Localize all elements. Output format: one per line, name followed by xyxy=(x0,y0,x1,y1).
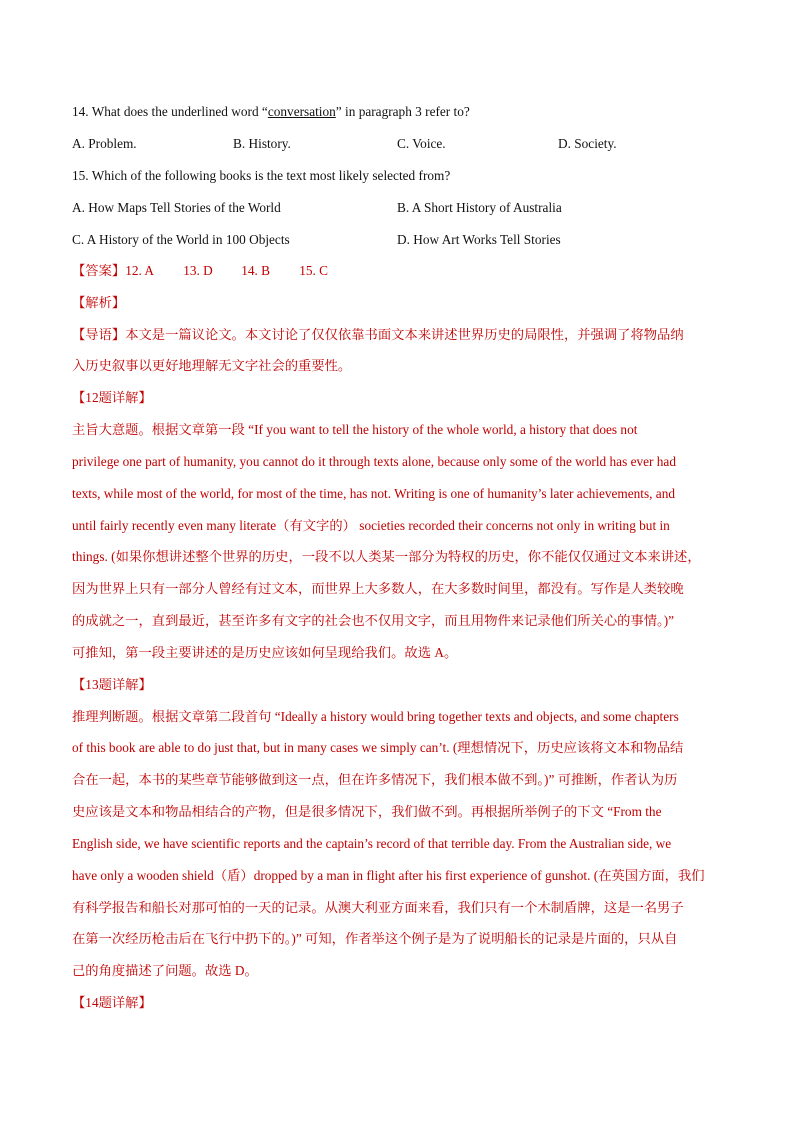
answer-item: 13. D xyxy=(183,263,213,278)
answer-item: 15. C xyxy=(299,263,329,278)
q12-detail-line: 可推知，第一段主要讲述的是历史应该如何呈现给我们。故选 A。 xyxy=(72,645,458,660)
guide-text: 本文是一篇议论文。本文讨论了仅仅依靠书面文本来讲述世界历史的局限性，并强调了将物品纳 xyxy=(125,327,684,342)
q13-detail-line: English side, we have scientific reports and the captain’s record of that terrible day. From the Australian side, we xyxy=(72,836,672,851)
q14-stem-after: ” in paragraph 3 refer to? xyxy=(335,104,470,119)
answer-line xyxy=(72,262,328,280)
q13-detail-line: 合在一起，本书的某些章节能够做到这一点，但在许多情况下，我们根本做不到。)” 可推断，作者认为历 xyxy=(72,772,678,787)
guide-label: 【导语】 xyxy=(72,327,126,342)
q13-detail-line: 史应该是文本和物品相结合的产物，但是很多情况下，我们做不到。再根据所举例子的下文 “From the xyxy=(72,804,662,819)
question-14-stem xyxy=(72,103,470,121)
q12-detail-line: things. (如果你想讲述整个世界的历史，一段不以人类某一部分为特权的历史，你不能仅仅通过文本来讲述， xyxy=(72,549,701,564)
q14-option-d: D. Society. xyxy=(558,136,617,151)
q13-detail-line: 推理判断题。根据文章第二段首句 “Ideally a history would bring together texts and objects, and some chapters xyxy=(72,709,679,724)
q12-detail-line: 因为世界上只有一部分人曾经有过文本，而世界上大多数人，在大多数时间里，都没有。写作是人类较晚 xyxy=(72,581,684,596)
answer-item: 12. A xyxy=(125,263,155,278)
question-15-stem: 15. Which of the following books is the text most likely selected from? xyxy=(72,168,451,183)
q13-detail-label: 【13题详解】 xyxy=(72,677,152,692)
q13-detail-line: have only a wooden shield（盾）dropped by a man in flight after his first experience of gunshot. (在英国方面，我们 xyxy=(72,868,705,883)
q12-detail-line: texts, while most of the world, for most of the time, has not. Writing is one of humanity’s later achievements, and xyxy=(72,486,676,501)
q14-detail-label: 【14题详解】 xyxy=(72,995,152,1010)
q12-detail-line: 主旨大意题。根据文章第一段 “If you want to tell the history of the whole world, a history that does not xyxy=(72,422,638,437)
answer-label: 【答案】 xyxy=(72,263,126,278)
q13-detail-line: of this book are able to do just that, but in many cases we simply can’t. (理想情况下，历史应该将文本和物品结 xyxy=(72,740,684,755)
q13-detail-line: 己的角度描述了问题。故选 D。 xyxy=(72,963,258,978)
analysis-label: 【解析】 xyxy=(72,295,126,310)
q12-detail-label: 【12题详解】 xyxy=(72,390,152,405)
q13-detail-line: 在第一次经历枪击后在飞行中扔下的。)” 可知，作者举这个例子是为了说明船长的记录是片面的，只从自 xyxy=(72,931,678,946)
q12-detail-line: privilege one part of humanity, you cannot do it through texts alone, because only some of the world has ever had xyxy=(72,454,676,469)
q14-option-c: C. Voice. xyxy=(397,136,446,151)
q12-detail-line: until fairly recently even many literate（有文字的） societies recorded their concerns not only in writing but in xyxy=(72,518,670,533)
q14-option-b: B. History. xyxy=(233,136,291,151)
q14-stem-before: 14. What does the underlined word “ xyxy=(72,104,268,119)
q14-underlined-word: conversation xyxy=(267,104,336,119)
q15-option-d: D. How Art Works Tell Stories xyxy=(397,232,561,247)
q12-detail-line: 的成就之一，直到最近，甚至许多有文字的社会也不仅用文字，而且用物件来记录他们所关心的事情。)” xyxy=(72,613,675,628)
answer-item: 14. B xyxy=(241,263,271,278)
q15-option-c: C. A History of the World in 100 Objects xyxy=(72,232,290,247)
guide-line-1 xyxy=(72,326,684,344)
guide-line-2: 入历史叙事以更好地理解无文字社会的重要性。 xyxy=(72,358,352,373)
q15-option-b: B. A Short History of Australia xyxy=(397,200,562,215)
q13-detail-line: 有科学报告和船长对那可怕的一天的记录。从澳大利亚方面来看，我们只有一个木制盾牌，这是一名男子 xyxy=(72,900,684,915)
q14-option-a: A. Problem. xyxy=(72,136,137,151)
q15-option-a: A. How Maps Tell Stories of the World xyxy=(72,200,281,215)
